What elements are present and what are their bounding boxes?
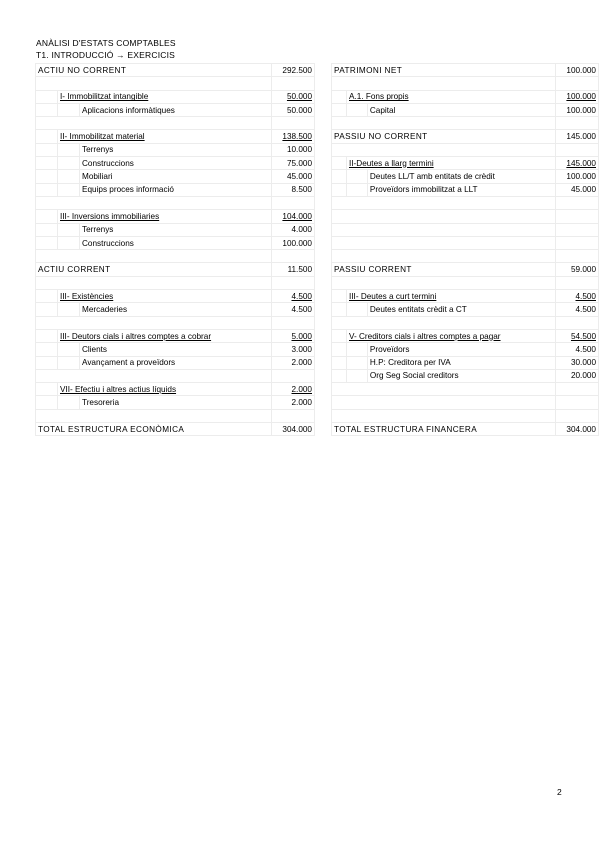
table-row: [36, 170, 315, 183]
row-label: Construccions: [82, 158, 134, 168]
liabilities-equity-table: [331, 63, 599, 436]
row-value: 100.000: [566, 92, 596, 102]
table-row: [36, 143, 315, 156]
table-row: [332, 316, 599, 329]
row-label: ACTIU CORRENT: [38, 265, 111, 275]
row-value: 3.000: [291, 344, 312, 354]
row-value: 2.000: [291, 398, 312, 408]
table-row: [332, 90, 599, 103]
table-row: [332, 130, 599, 143]
table-row: [332, 263, 599, 276]
table-row: [36, 223, 315, 236]
assets-table: [35, 63, 315, 436]
row-value: 11.500: [287, 265, 312, 275]
table-row: [332, 423, 599, 436]
table-row: [36, 130, 315, 143]
table-row: [36, 423, 315, 436]
table-row: [36, 316, 315, 329]
table-row: [36, 329, 315, 342]
row-label: VII- Efectiu i altres actius líquids: [60, 384, 177, 394]
row-value: 8.500: [291, 185, 312, 195]
table-row: [36, 77, 315, 90]
row-label: V- Creditors cials i altres comptes a pagar: [349, 331, 501, 341]
row-value: 45.000: [570, 185, 596, 195]
row-label: PASSIU NO CORRENT: [334, 132, 428, 142]
page-number: 2: [557, 787, 562, 797]
table-row: [332, 170, 599, 183]
row-label: Deutes LL/T amb entitats de crèdit: [369, 172, 495, 182]
table-row: [36, 117, 315, 130]
row-label: TOTAL ESTRUCTURA FINANCERA: [334, 424, 478, 434]
row-label: III- Existències: [60, 291, 114, 301]
table-row: [36, 196, 315, 209]
table-row: [332, 290, 599, 303]
row-label: Proveïdors immobilitzat a LLT: [369, 185, 478, 195]
row-label: Aplicacions informàtiques: [82, 105, 175, 115]
row-value: 4.500: [575, 291, 596, 301]
table-row: [332, 77, 599, 90]
row-value: 54.500: [570, 331, 596, 341]
row-label: Equips proces informació: [82, 185, 174, 195]
table-row: [332, 236, 599, 249]
table-row: [36, 343, 315, 356]
table-row: [332, 303, 599, 316]
table-row: [36, 276, 315, 289]
row-label: Terrenys: [82, 145, 114, 155]
row-value: 138.500: [282, 132, 312, 142]
row-label: PATRIMONI NET: [334, 65, 403, 75]
table-row: [36, 183, 315, 196]
row-value: 104.000: [282, 211, 312, 221]
row-value: 10.000: [286, 145, 312, 155]
row-value: 5.000: [291, 331, 312, 341]
row-label: H.P: Creditora per IVA: [369, 358, 451, 368]
table-row: [36, 64, 315, 77]
row-label: Terrenys: [82, 225, 114, 235]
row-label: Mercaderies: [82, 304, 128, 314]
row-label: Org Seg Social creditors: [369, 371, 459, 381]
document-subtitle: T1. INTRODUCCIÓ → EXERCICIS: [36, 50, 176, 60]
row-label: PASSIU CORRENT: [334, 265, 412, 275]
table-row: [36, 290, 315, 303]
row-value: 145.000: [566, 158, 596, 168]
row-value: 145.000: [566, 132, 596, 142]
row-label: Capital: [369, 105, 396, 115]
row-label: Proveïdors: [369, 344, 410, 354]
row-value: 304.000: [566, 424, 596, 434]
table-row: [36, 236, 315, 249]
row-label: I- Immobilitzat intangible: [60, 92, 149, 102]
row-value: 4.500: [575, 304, 596, 314]
table-row: [332, 117, 599, 130]
table-row: [332, 276, 599, 289]
row-label: III- Deutes a curt termini: [349, 291, 437, 301]
document-title: ANÀLISI D'ESTATS COMPTABLES: [36, 38, 176, 48]
row-label: TOTAL ESTRUCTURA ECONÒMICA: [38, 424, 185, 434]
table-row: [36, 210, 315, 223]
row-value: 100.000: [282, 238, 312, 248]
row-label: III- Deutors cials i altres comptes a cobrar: [60, 331, 212, 341]
table-row: [332, 383, 599, 396]
row-label: Mobiliari: [82, 172, 113, 182]
row-value: 4.000: [291, 225, 312, 235]
table-row: [332, 396, 599, 409]
table-row: [332, 157, 599, 170]
row-label: III- Inversions immobiliaries: [60, 211, 160, 221]
table-row: [332, 369, 599, 382]
table-row: [332, 223, 599, 236]
row-value: 100.000: [566, 105, 596, 115]
table-row: [36, 369, 315, 382]
row-label: Tresoreria: [82, 398, 120, 408]
row-value: 4.500: [291, 291, 312, 301]
row-value: 2.000: [291, 384, 312, 394]
table-row: [36, 263, 315, 276]
table-row: [332, 196, 599, 209]
row-value: 50.000: [286, 92, 312, 102]
row-value: 20.000: [570, 371, 596, 381]
row-label: II-Deutes a llarg termini: [349, 158, 434, 168]
table-row: [36, 103, 315, 116]
table-row: [332, 183, 599, 196]
table-row: [332, 356, 599, 369]
table-row: [36, 157, 315, 170]
table-row: [332, 103, 599, 116]
table-row: [36, 356, 315, 369]
row-value: 4.500: [575, 344, 596, 354]
row-value: 59.000: [570, 265, 596, 275]
row-value: 2.000: [291, 358, 312, 368]
table-row: [332, 329, 599, 342]
row-value: 4.500: [291, 304, 312, 314]
table-row: [332, 143, 599, 156]
row-value: 75.000: [286, 158, 312, 168]
row-label: Avançament a proveïdors: [82, 358, 176, 368]
row-label: ACTIU NO CORRENT: [38, 65, 127, 75]
row-label: Clients: [82, 344, 108, 354]
table-row: [332, 250, 599, 263]
row-value: 50.000: [286, 105, 312, 115]
row-value: 304.000: [282, 424, 312, 434]
table-row: [36, 250, 315, 263]
row-label: Deutes entitats crèdit a CT: [369, 304, 467, 314]
row-value: 100.000: [566, 65, 596, 75]
table-row: [332, 343, 599, 356]
row-value: 292.500: [282, 65, 312, 75]
row-label: A.1. Fons propis: [349, 92, 409, 102]
row-value: 100.000: [566, 172, 596, 182]
row-value: 30.000: [570, 358, 596, 368]
table-row: [36, 396, 315, 409]
row-label: Construccions: [82, 238, 134, 248]
table-row: [36, 409, 315, 422]
row-value: 45.000: [286, 172, 312, 182]
table-row: [332, 210, 599, 223]
table-row: [36, 383, 315, 396]
table-row: [36, 90, 315, 103]
table-row: [332, 409, 599, 422]
row-label: II- Immobilitzat material: [60, 132, 145, 142]
table-row: [36, 303, 315, 316]
table-row: [332, 64, 599, 77]
